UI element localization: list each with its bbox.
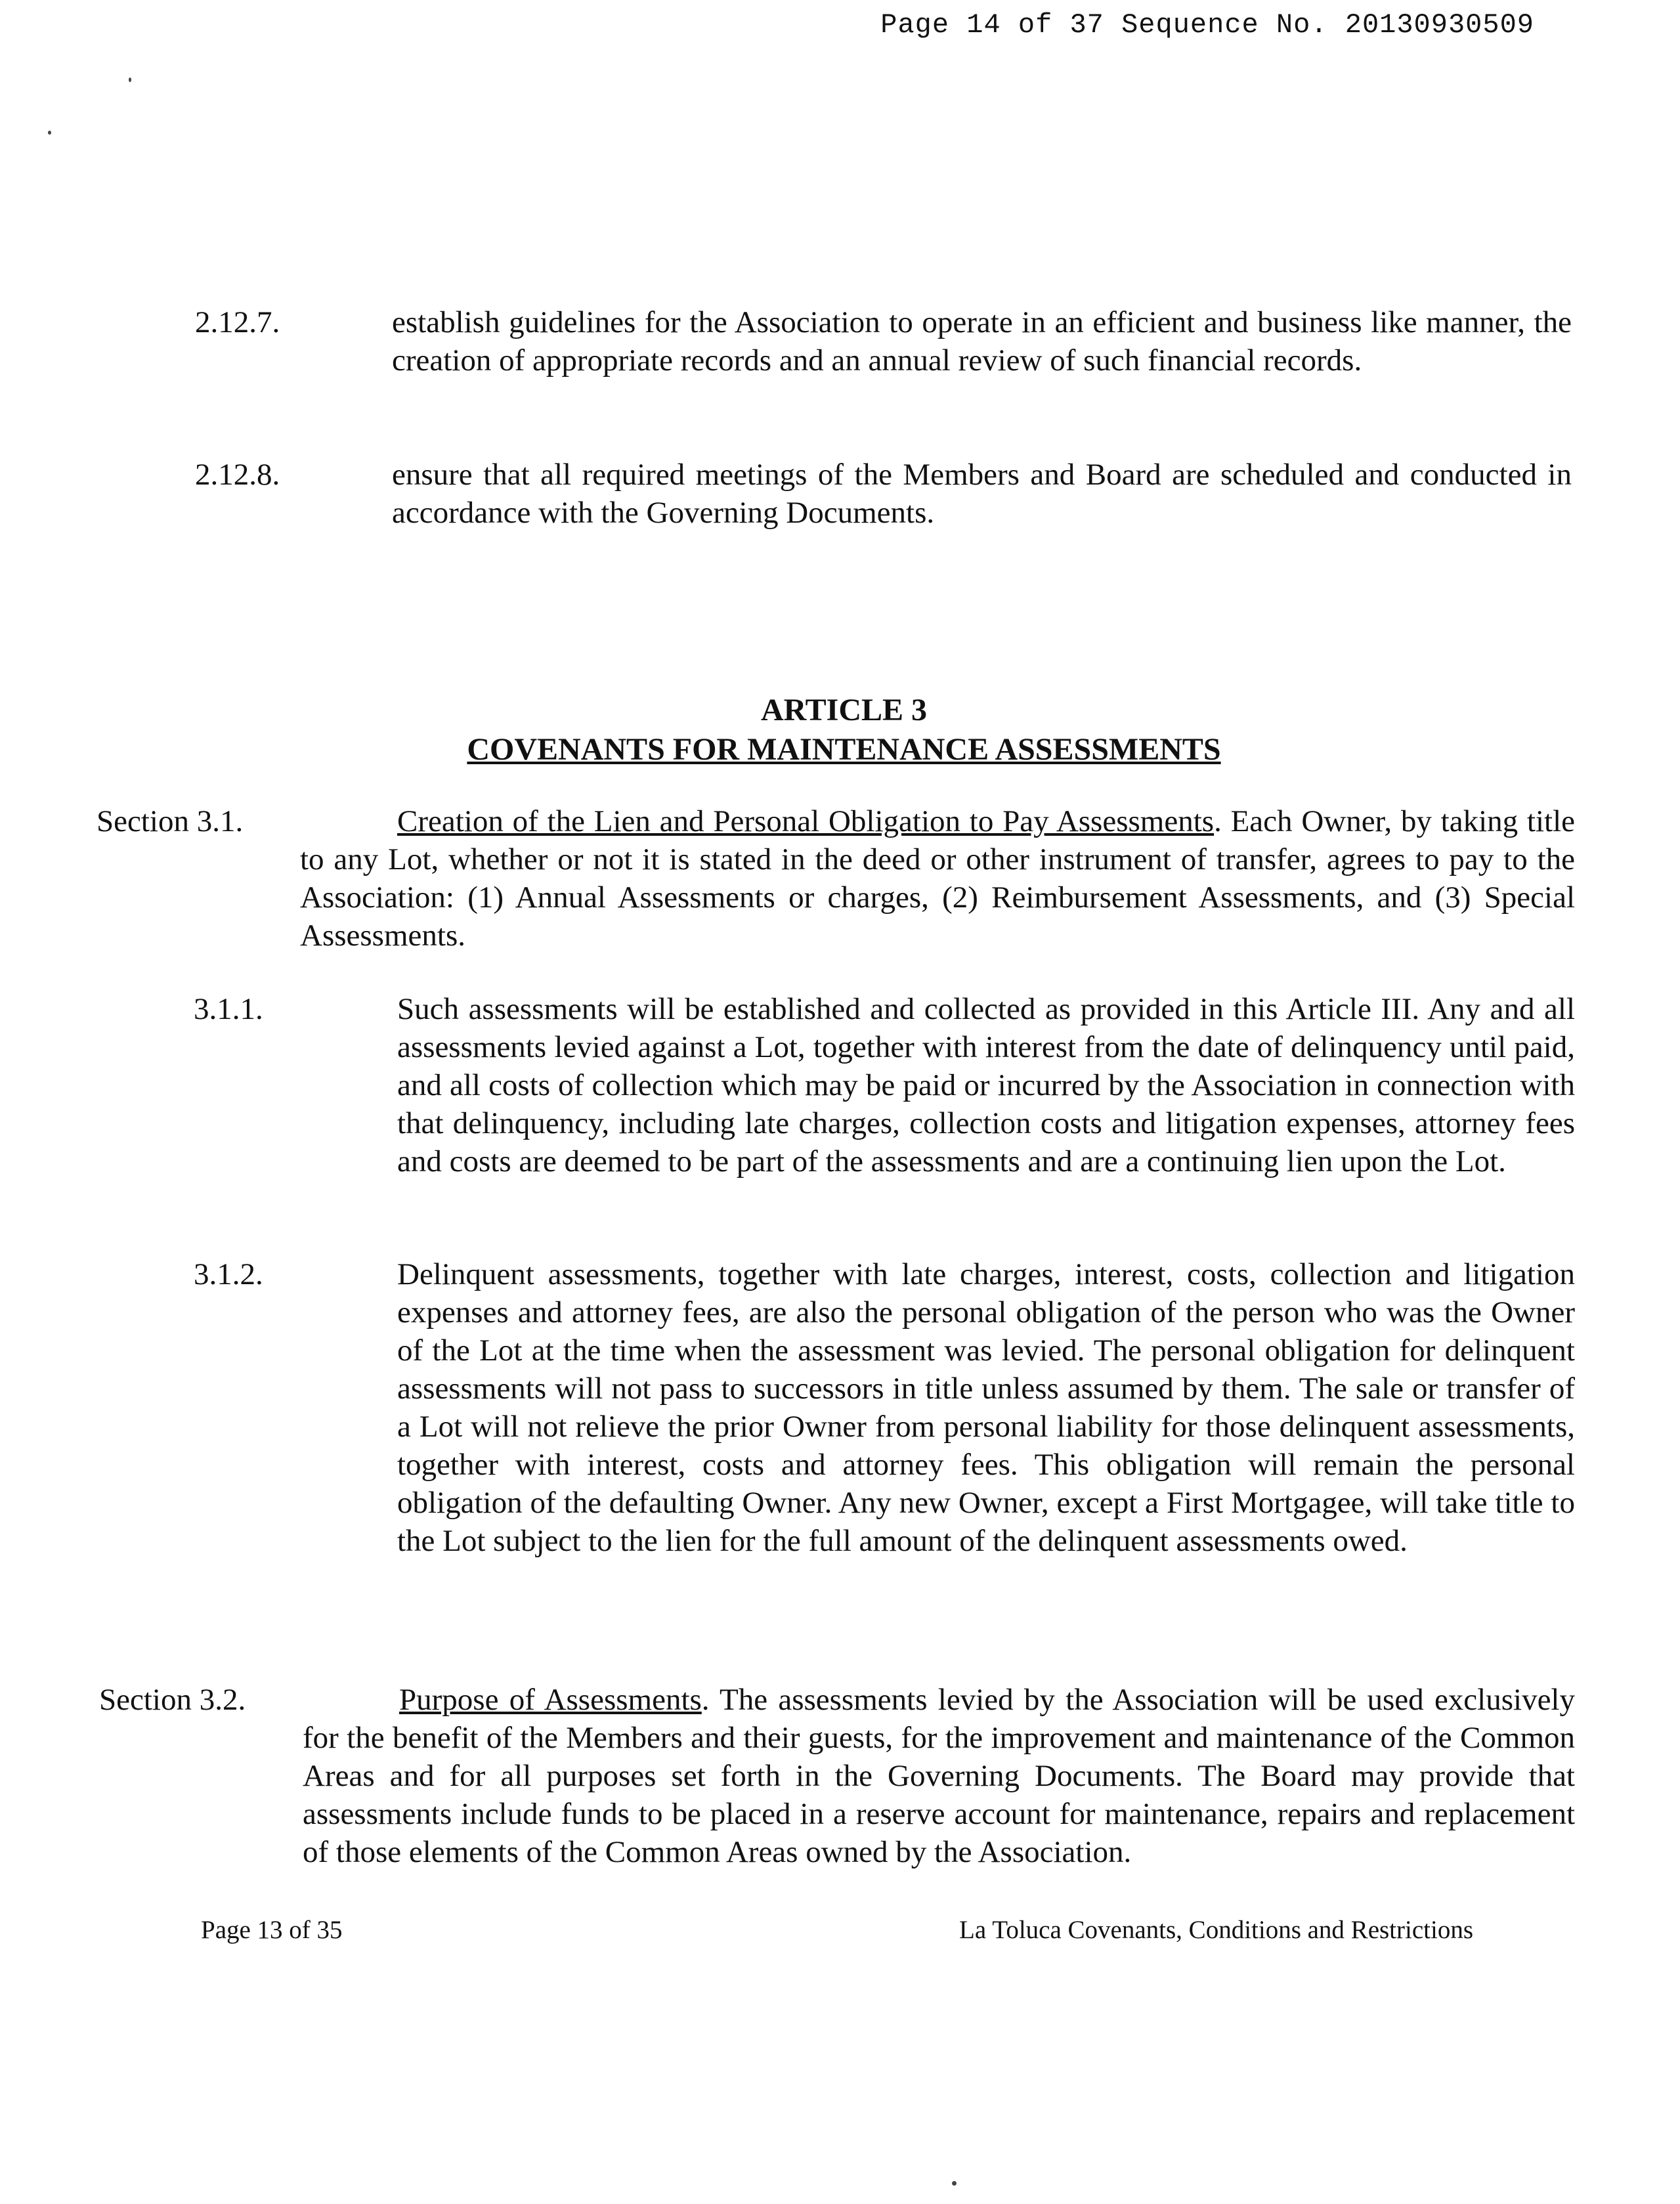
section-title: Purpose of Assessments [399,1683,702,1717]
article-title: COVENANTS FOR MAINTENANCE ASSESSMENTS [467,732,1221,767]
section-3-1 [97,802,1576,955]
section-label: Section 3.1. [97,804,244,838]
subsection-3-1-1 [194,990,1575,1180]
scan-speck [48,131,51,135]
article-number: ARTICLE 3 [760,693,928,727]
subsection-text: Such assessments will be established and collected as provided in this Article III. Any and all assessments levied against a Lot, together with interest from the date of delinquency until paid, and all costs of collection which may be paid or incurred by the Association in connection with that delinquency, including late charges, collection costs and litigation expenses, attorney fees and costs are deemed to be part of the assessments and are a continuing lien upon the Lot. [397,992,1575,1178]
subsection-number: 3.1.2. [194,1257,263,1291]
subsection-3-1-2 [194,1255,1575,1560]
item-number: 2.12.8. [195,458,280,492]
section-text: . The assessments levied by the Association will be used exclusively for the benefit of the Members and their guests, for the improvement and maintenance of the Common Areas and for all purposes set forth in the Governing Documents. The Board may provide that assessments include funds to be placed in a reserve account for maintenance, repairs and replacement of those elements of the Common Areas owned by the Association. [303,1683,1575,1869]
item-text: establish guidelines for the Association to operate in an efficient and business like manner, the creation of appropriate records and an annual review of such financial records. [392,305,1572,378]
item-2-12-8 [195,456,1572,532]
scan-speck [952,2181,957,2186]
subsection-number: 3.1.1. [194,992,263,1026]
section-3-2 [99,1681,1575,1871]
item-text: ensure that all required meetings of the Members and Board are scheduled and conducted in accordance with the Governing Documents. [392,458,1572,530]
section-label: Section 3.2. [99,1683,246,1717]
scan-speck [129,77,131,82]
article-heading [0,691,1680,769]
section-text: . Each Owner, by taking title to any Lot, whether or not it is stated in the deed or other instrument of transfer, agrees to pay to the Association: (1) Annual Assessments or charges, (2) Reimbursement Assessments, and (3) Special Assessments. [300,804,1576,953]
item-number: 2.12.7. [195,305,280,339]
item-2-12-7 [195,303,1572,379]
section-title: Creation of the Lien and Personal Obligation to Pay Assessments [397,804,1215,838]
footer-page-number: Page 13 of 35 [201,1916,343,1944]
subsection-text: Delinquent assessments, together with late charges, interest, costs, collection and litigation expenses and attorney fees, are also the personal obligation of the person who was the Owner of the Lot at the time when the assessment was levied. The personal obligation for delinquent assessments will not pass to successors in title unless assumed by them. The sale or transfer of a Lot will not relieve the prior Owner from personal liability for those delinquent assessments, together with interest, costs and attorney fees. This obligation will remain the personal obligation of the defaulting Owner. Any new Owner, except a First Mortgagee, will take title to the Lot subject to the lien for the full amount of the delinquent assessments owed. [397,1257,1575,1558]
footer-document-title: La Toluca Covenants, Conditions and Restrictions [959,1916,1473,1944]
sequence-stamp: Page 14 of 37 Sequence No. 20130930509 [880,9,1534,41]
